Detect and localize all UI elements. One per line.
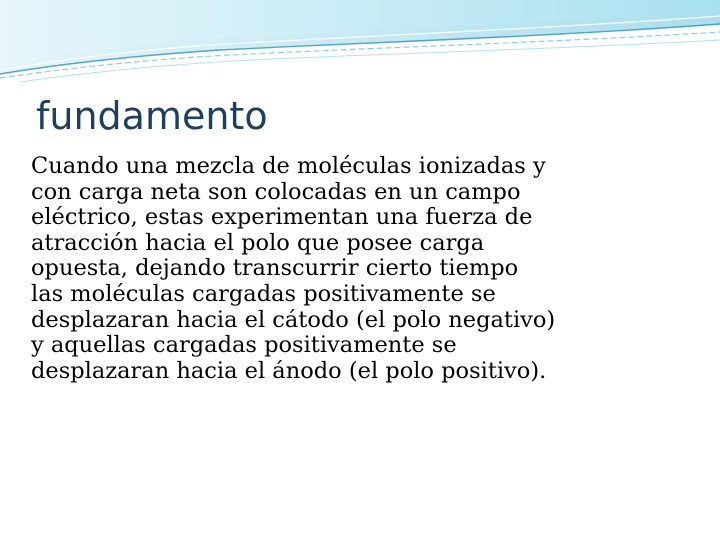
slide-title: fundamento: [36, 94, 268, 138]
slide-body-text: Cuando una mezcla de moléculas ionizadas y con carga neta son colocadas en un campo eléctrico, estas experimentan una fuerza de atracción hacia el polo que posee carga opuesta, dejando transcurrir cierto tiempo las moléculas cargadas positivamente se desplazaran hacia el cátodo (el polo negativo) y aquellas cargadas positivamente se desplazaran hacia el ánodo (el polo positivo).: [31, 153, 556, 384]
decorative-wave-banner: [0, 0, 720, 90]
